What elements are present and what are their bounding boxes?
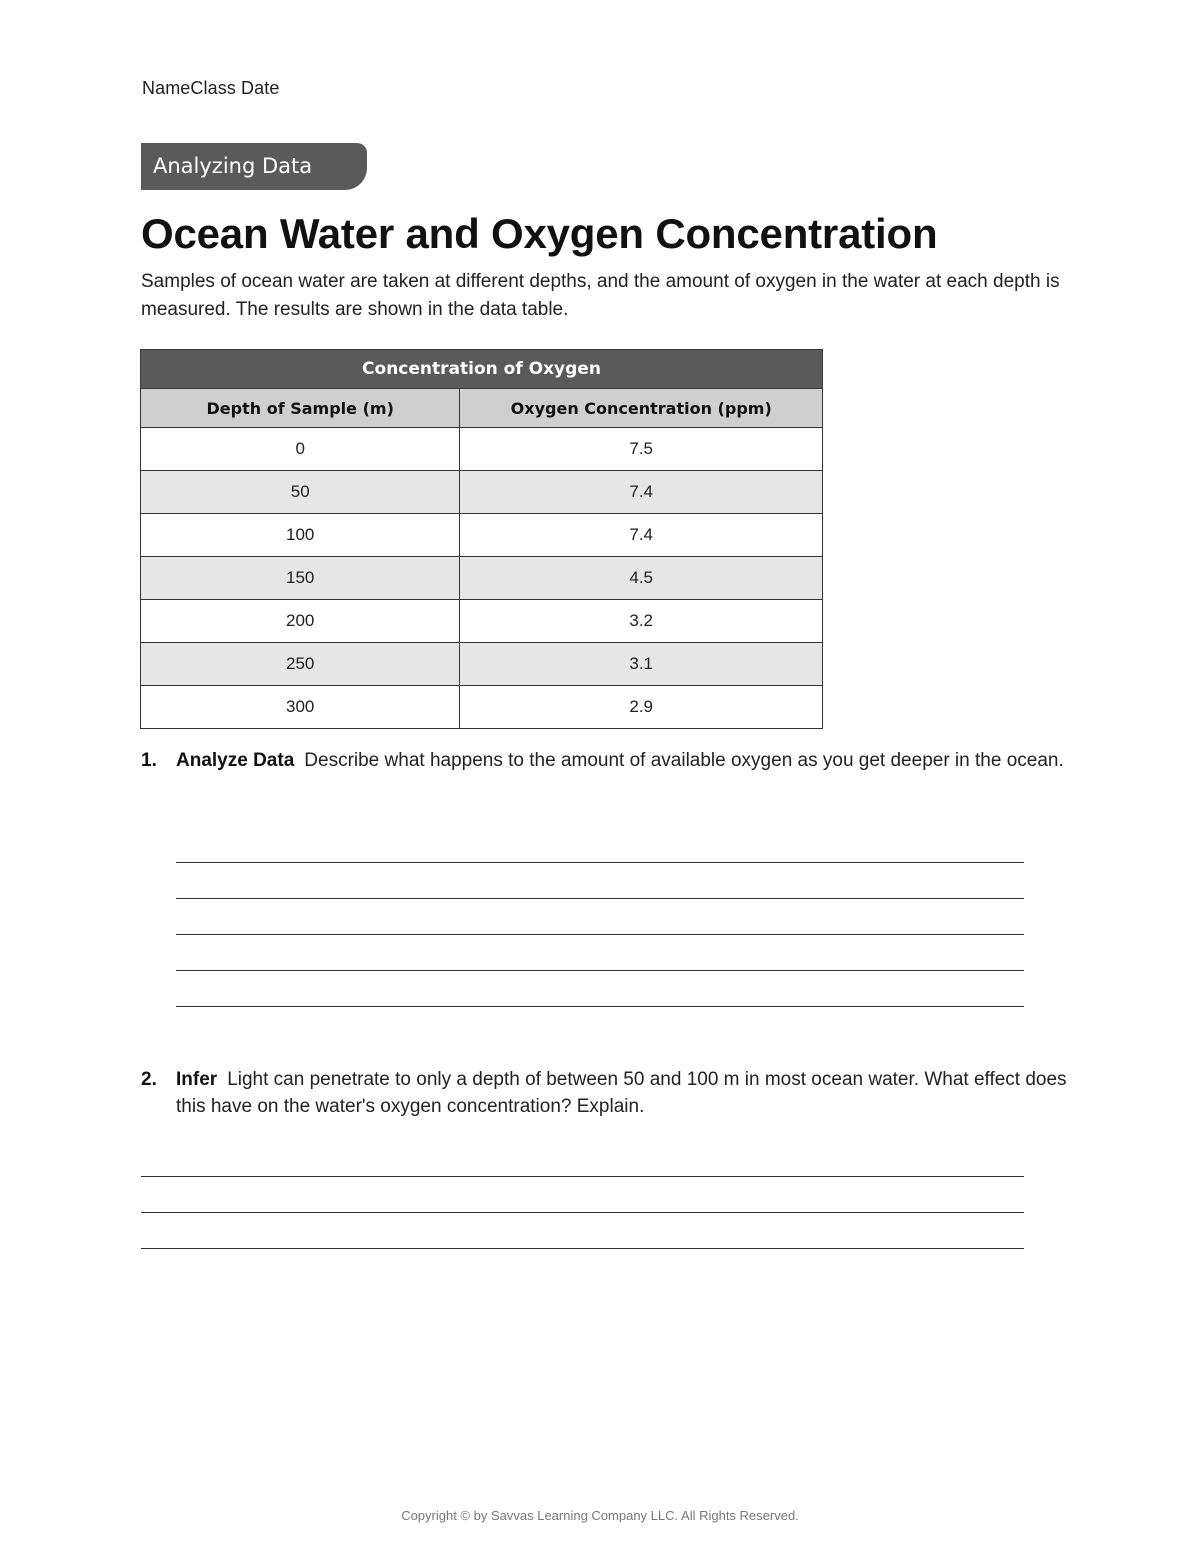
answer-line[interactable] [176,934,1024,935]
depth-cell: 200 [141,600,460,643]
table-caption: Concentration of Oxygen [141,350,823,389]
oxygen-cell: 7.4 [460,471,823,514]
page-title: Ocean Water and Oxygen Concentration [141,210,938,257]
answer-line[interactable] [176,1006,1024,1007]
depth-cell: 300 [141,686,460,729]
answer-line[interactable] [141,1212,1024,1213]
intro-paragraph: Samples of ocean water are taken at different depths, and the amount of oxygen in the water at each depth is measured. The results are shown in the data table. [141,271,1060,320]
table-row [141,643,823,686]
oxygen-cell: 7.4 [460,514,823,557]
depth-cell: 150 [141,557,460,600]
question-number: 2. [141,1069,157,1090]
oxygen-cell: 3.2 [460,600,823,643]
column-header-oxygen: Oxygen Concentration (ppm) [460,389,823,428]
table-row [141,428,823,471]
question-text: Describe what happens to the amount of available oxygen as you get deeper in the ocean. [304,750,1064,771]
depth-cell: 50 [141,471,460,514]
name-class-date-header: NameClass Date [142,78,280,98]
depth-cell: 0 [141,428,460,471]
table-row [141,514,823,557]
oxygen-cell: 7.5 [460,428,823,471]
table-row [141,557,823,600]
depth-cell: 100 [141,514,460,557]
question-text: Light can penetrate to only a depth of between 50 and 100 m in most ocean water. What effect does this have on the water's oxygen concentration? Explain. [176,1069,1067,1117]
table-row [141,686,823,729]
oxygen-data-table [140,349,823,729]
question-lead: Analyze Data [176,750,295,771]
table-row [141,471,823,514]
table-row [141,600,823,643]
answer-line[interactable] [141,1248,1024,1249]
question-body [176,1066,1076,1120]
answer-line[interactable] [176,862,1024,863]
copyright-footer: Copyright © by Savvas Learning Company LLC. All Rights Reserved. [401,1508,799,1523]
answer-line[interactable] [176,898,1024,899]
section-tab [141,143,367,190]
oxygen-cell: 4.5 [460,557,823,600]
oxygen-cell: 2.9 [460,686,823,729]
answer-line[interactable] [176,970,1024,971]
answer-line[interactable] [141,1176,1024,1177]
question-lead: Infer [176,1069,218,1090]
question-body [176,747,1076,774]
oxygen-cell: 3.1 [460,643,823,686]
question-number: 1. [141,750,157,771]
depth-cell: 250 [141,643,460,686]
column-header-depth: Depth of Sample (m) [141,389,460,428]
section-tab-label: Analyzing Data [153,154,313,178]
